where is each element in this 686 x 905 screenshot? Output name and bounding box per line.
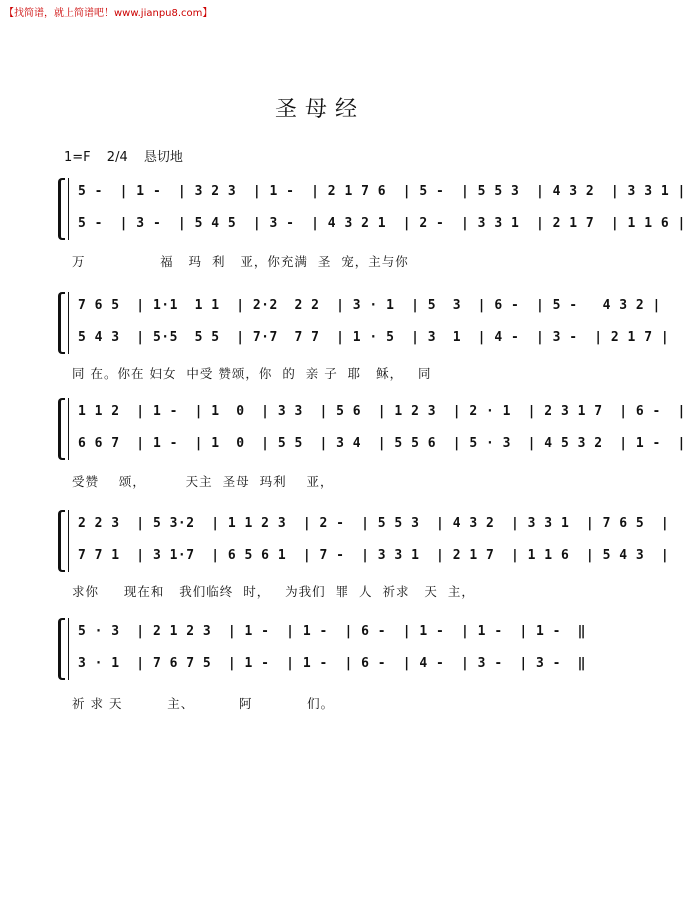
page-title: 圣母经 bbox=[274, 97, 365, 122]
staff-system-2 bbox=[60, 292, 670, 354]
tempo-marking: 恳切地 bbox=[143, 150, 183, 165]
staff-system-4 bbox=[60, 510, 670, 572]
staff-system-5 bbox=[60, 618, 586, 680]
system-barline bbox=[68, 292, 69, 354]
score-meta bbox=[64, 146, 195, 165]
system-brace bbox=[58, 618, 65, 680]
lower-voice: 5 - | 3 - | 5 4 5 | 3 - | 4 3 2 1 | 2 - | 3 3 1 | 2 1 7 | 1 1 6 | bbox=[78, 216, 686, 231]
system-brace bbox=[58, 292, 65, 354]
lower-voice: 7 7 1 | 3 1·7 | 6 5 6 1 | 7 - | 3 3 1 | 2 1 7 | 1 1 6 | 5 4 3 | bbox=[78, 548, 670, 563]
system-brace bbox=[58, 398, 65, 460]
system-barline bbox=[68, 398, 69, 460]
system-barline bbox=[68, 618, 69, 680]
upper-voice: 7 6 5 | 1·1 1 1 | 2·2 2 2 | 3 · 1 | 5 3 | 6 - | 5 - 4 3 2 | bbox=[78, 298, 661, 313]
lower-voice: 6 6 7 | 1 - | 1 0 | 5 5 | 3 4 | 5 5 6 | 5 · 3 | 4 5 3 2 | 1 - | bbox=[78, 436, 686, 451]
lower-voice: 5 4 3 | 5·5 5 5 | 7·7 7 7 | 1 · 5 | 3 1 | 4 - | 3 - | 2 1 7 | bbox=[78, 330, 670, 345]
upper-voice: 5 - | 1 - | 3 2 3 | 1 - | 2 1 7 6 | 5 - | 5 5 3 | 4 3 2 | 3 3 1 | bbox=[78, 184, 686, 199]
lower-voice: 3 · 1 | 7 6 7 5 | 1 - | 1 - | 6 - | 4 - | 3 - | 3 - ‖ bbox=[78, 656, 586, 671]
staff-system-3 bbox=[60, 398, 686, 460]
system-barline bbox=[68, 178, 69, 240]
lyric-line-1: 万 福 玛 利 亚，你充满 圣 宠，主与你 bbox=[72, 254, 409, 269]
lyric-line-4: 求你 现在和 我们临终 时， 为我们 罪 人 祈求 天 主， bbox=[72, 584, 475, 599]
lyric-line-5: 祈 求 天 主、 阿 们。 bbox=[72, 696, 335, 711]
upper-voice: 5 · 3 | 2 1 2 3 | 1 - | 1 - | 6 - | 1 - | 1 - | 1 - ‖ bbox=[78, 624, 586, 639]
upper-voice: 2 2 3 | 5 3·2 | 1 1 2 3 | 2 - | 5 5 3 | 4 3 2 | 3 3 1 | 7 6 5 | bbox=[78, 516, 670, 531]
time-signature: 2/4 bbox=[106, 150, 128, 165]
system-brace bbox=[58, 510, 65, 572]
lyric-line-2: 同 在。你在 妇女 中受 赞颂，你 的 亲 子 耶 稣， 同 bbox=[72, 366, 432, 381]
system-barline bbox=[68, 510, 69, 572]
upper-voice: 1 1 2 | 1 - | 1 0 | 3 3 | 5 6 | 1 2 3 | 2 · 1 | 2 3 1 7 | 6 - | bbox=[78, 404, 686, 419]
system-brace bbox=[58, 178, 65, 240]
site-banner: 【找简谱，就上简谱吧！www.jianpu8.com】 bbox=[4, 8, 213, 19]
lyric-line-3: 受赞 颂， 天主 圣母 玛利 亚， bbox=[72, 474, 334, 489]
key-signature: 1=F bbox=[64, 150, 91, 165]
staff-system-1 bbox=[60, 178, 686, 240]
